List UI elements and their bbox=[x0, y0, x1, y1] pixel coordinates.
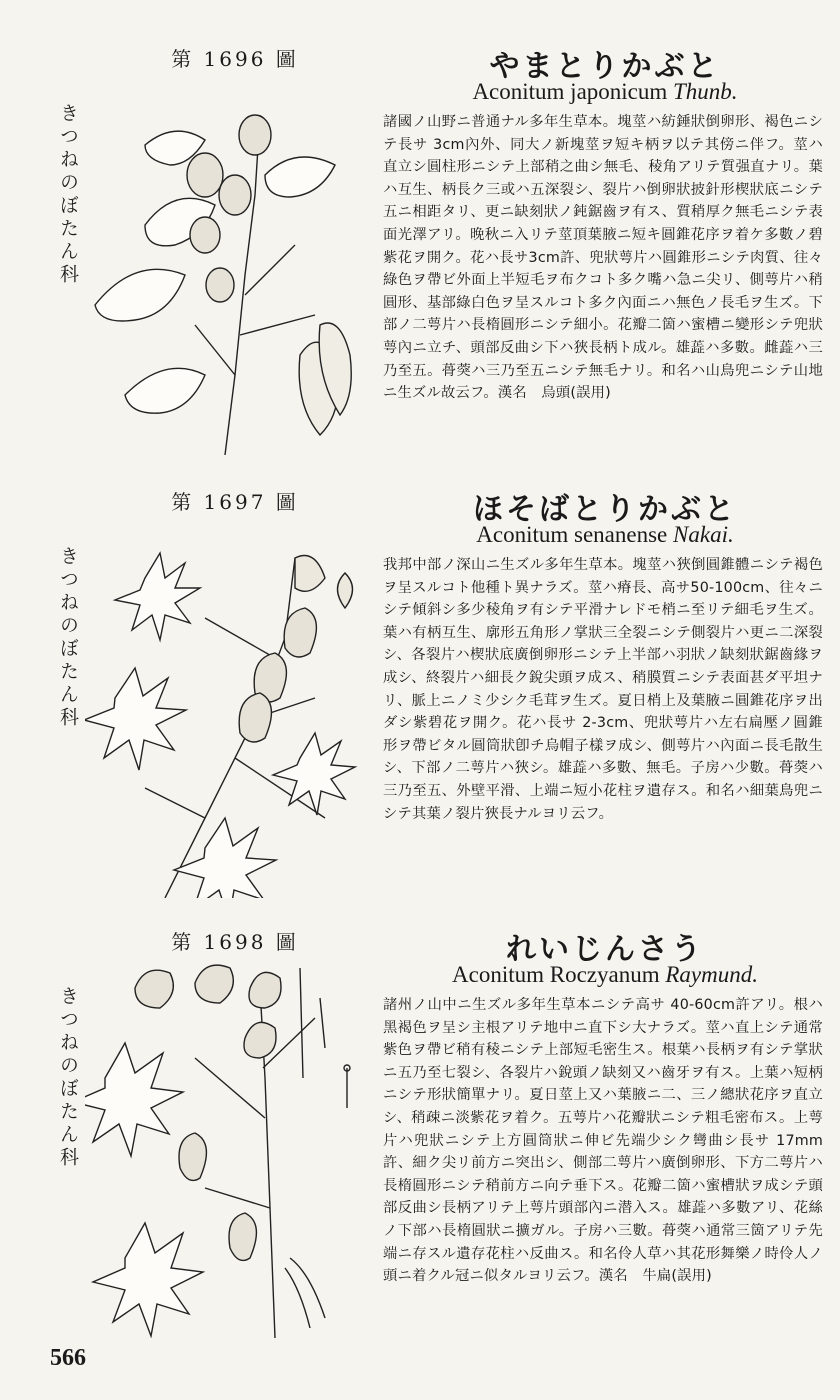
family-label: きつねのぼたん科 bbox=[57, 103, 79, 287]
figure-number: 第 1698 圖 bbox=[171, 930, 299, 954]
description: 我邦中部ノ深山ニ生ズル多年生草本。塊莖ハ狹倒圓錐體ニシテ褐色ヲ呈スルコト他種ト異ナラズ。莖ハ瘠長、高サ50-100cm、往々ニシテ傾斜シ多少稜角ヲ有シテ平滑ナレドモ梢ニ至リテ細毛ヲ生ズ。葉ハ有柄互生、廓形五角形ノ掌狀三全裂ニシテ側裂片ハ更ニ二深裂シ、各裂片ハ楔狀底廣倒卵形ニシテ上半部ハ羽狀ノ缺刻狀鋸齒緣ヲ成シ、終裂片ハ細長ク銳尖頭ヲ成ス、稍膜質ニシテ表面甚ダ平坦ナリ、脈上ニノミ少シク毛茸ヲ生ズ。夏日梢上及葉腋ニ圓錐花序ヲ出ダシ紫碧花ヲ開ク。花ハ長サ 2-3cm、兜狀萼片ハ左右扁壓ノ圓錐形ヲ帶ビタル圓筒狀卽チ烏帽子樣ヲ成シ、側萼片ハ內面ニ長毛散生シ、下部ノ二萼片ハ狹シ。雄蕋ハ多數、無毛。子房ハ少數。蓇葖ハ三乃至五、外壁平滑、上端ニ短小花柱ヲ遺存ス。和名ハ細葉鳥兜ニシテ其葉ノ裂片狹長ナルヨリ云フ。 bbox=[383, 557, 823, 822]
plant-illustration bbox=[85, 75, 370, 455]
latin-binomial: Aconitum japonicum bbox=[472, 79, 668, 104]
plant-illustration bbox=[85, 518, 370, 898]
family-label: きつねのぼたん科 bbox=[57, 986, 79, 1170]
latin-name bbox=[385, 522, 825, 548]
description: 諸國ノ山野ニ普通ナル多年生草本。塊莖ハ紡錘狀倒卵形、褐色ニシテ長サ 3cm內外、同大ノ新塊莖ヲ短キ柄ヲ以テ其傍ニ伴フ。莖ハ直立シ圓柱形ニシテ上部稍之曲シ無毛、稜角アリテ質强直ナリ。葉ハ互生、柄長ク三或ハ五深裂シ、裂片ハ倒卵狀披針形楔狀底ニシテ五ニ相距タリ、更ニ缺刻狀ノ鈍鋸齒ヲ有ス、質稍厚ク無毛ニシテ表面光澤アリ。晚秋ニ入リテ莖頂葉腋ニ短キ圓錐花序ヲ着ケ多數ノ碧紫花ヲ開ク。花ハ長サ3cm許、兜狀萼片ハ圓錐形ニシテ肉質、往々綠色ヲ帶ビ外面上半短毛ヲ布クコト多ク嘴ハ急ニ尖リ、側萼片ハ稍圓形、基部綠白色ヲ呈スルコト多ク內面ニハ無色ノ長毛ヲ生ズ。下部ノ二萼片ハ長楕圓形ニシテ細小。花瓣二箇ハ蜜槽ニ變形シテ兜狀萼內ニ立チ、頭部反曲シ下ハ狹長柄ト成ル。雄蕋ハ多數。雌蕋ハ三乃至五。蓇葖ハ三乃至五ニシテ無毛ナリ。和名ハ山鳥兜ニシテ山地ニ生ズル故云フ。漢名 烏頭(誤用) bbox=[383, 114, 823, 402]
description: 諸州ノ山中ニ生ズル多年生草本ニシテ高サ 40-60cm許アリ。根ハ黑褐色ヲ呈シ主根アリテ地中ニ直下シ大ナラズ。莖ハ直上シテ通常紫色ヲ帶ビ稍有稜ニシテ上部短毛密生ス。根葉ハ長柄ヲ有シテ掌狀ニ五乃至七裂シ、各裂片ハ銳頭ノ缺刻又ハ齒牙ヲ有ス。上葉ハ短柄ニシテ形狀簡單ナリ。夏日莖上又ハ葉腋ニ二、三ノ總狀花序ヲ直立シ、稍疎ニ淡紫花ヲ着ク。五萼片ハ花瓣狀ニシテ粗毛密布ス。上萼片ハ兜狀ニシテ上方圓筒狀ニ伸ビ先端少シク彎曲シ長サ 17mm許、細ク尖リ前方ニ突出シ、側部二萼片ハ廣倒卵形、下方二萼片ハ長楕圓形ニシテ稍前方ニ向テ垂下ス。花瓣二箇ハ蜜槽狀ヲ成シテ頭部反曲シ長柄アリテ上萼片頭部內ニ潜入ス。雄蕋ハ多數アリ、花絲ノ下部ハ長楕圓狀ニ擴ガル。子房ハ三數。蓇葖ハ通常三箇アリテ先端ニ存スル遺存花柱ハ反曲ス。和名伶人草ハ其花形舞樂ノ時伶人ノ頭ニ着クル冠ニ似タルヨリ云フ。漢名 牛扁(誤用) bbox=[383, 997, 823, 1285]
page-number: 566 bbox=[50, 1345, 86, 1371]
family-label: きつねのぼたん科 bbox=[57, 546, 79, 730]
plant-illustration bbox=[85, 958, 370, 1338]
japanese-name: ほそばとりかぶと bbox=[473, 492, 737, 527]
latin-author: Thunb. bbox=[673, 79, 738, 104]
figure-number: 第 1696 圖 bbox=[171, 47, 299, 71]
latin-binomial: Aconitum Roczyanum bbox=[452, 962, 660, 987]
latin-author: Raymund. bbox=[665, 962, 758, 987]
latin-name bbox=[385, 79, 825, 105]
entry-1698 bbox=[0, 918, 840, 1338]
latin-binomial: Aconitum senanense bbox=[476, 522, 668, 547]
japanese-name: やまとりかぶと bbox=[489, 49, 721, 84]
latin-author: Nakai. bbox=[673, 522, 734, 547]
japanese-name: れいじんさう bbox=[506, 932, 704, 967]
entry-1696 bbox=[0, 35, 840, 460]
entry-1697 bbox=[0, 478, 840, 908]
latin-name bbox=[385, 962, 825, 988]
figure-number: 第 1697 圖 bbox=[171, 490, 299, 514]
